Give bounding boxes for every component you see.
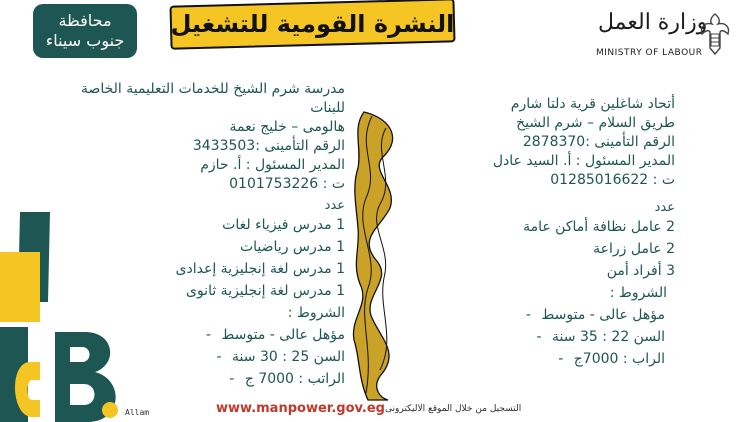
listing-village-union [425,95,675,370]
condition-item [425,304,675,326]
listing-school [80,80,345,390]
position-item: 1 مدرس لغة إنجليزية ثانوى [185,283,345,299]
bullet-dash-icon: - [205,327,211,343]
position-item: 2 عامل زراعة [593,241,675,257]
governorate-line2: جنوب سيناء [45,31,125,50]
designer-signature: Allam [125,408,150,417]
condition-item [80,324,345,346]
condition-text: الراتب : 7000 ج [244,371,345,387]
bullet-dash-icon: - [525,307,531,323]
position-item: 1 مدرس لغة إنجليزية إعدادى [175,261,345,277]
governorate-line1: محافظة [58,11,112,30]
bullet-dash-icon: - [558,351,564,367]
position-item: 2 عامل نظافة أماكن عامة [523,219,675,235]
position-item: 1 مدرس رياضيات [239,239,345,255]
ministry-logo [590,8,740,62]
condition-item [80,346,345,368]
condition-text: السن 25 : 30 سنة [232,349,345,365]
headline-title: النشرة القومية للتشغيل [170,10,455,38]
governorate-badge [33,4,137,58]
listing-insurance-number: الرقم التأمينى :3433503 [192,138,345,154]
condition-item [80,368,345,390]
registration-hint: التسجيل من خلال الموقع الاليكترونى [385,404,522,414]
conditions-label: الشروط : [609,285,667,301]
count-label: عدد [654,200,675,215]
conditions-label: الشروط : [287,305,345,321]
condition-text: السن 22 : 35 سنة [552,329,665,345]
listing-address: طريق السلام – شرم الشيخ [516,115,675,131]
listing-name: أتحاد شاغلين قرية دلتا شارم [510,96,675,112]
position-item: 1 مدرس فيزياء لغات [222,217,345,233]
bullet-dash-icon: - [229,371,235,387]
count-label: عدد [324,198,345,213]
bullet-dash-icon: - [536,329,542,345]
ministry-english-wordmark: MINISTRY OF LABOUR [596,48,703,58]
condition-text: مؤهل عالى - متوسط [221,327,345,343]
condition-text: الراب : 7000ج [573,351,665,367]
condition-item [425,326,675,348]
listing-manager: المدير المسئول : أ. حازم [200,157,345,173]
wavy-divider-graphic [350,108,410,403]
condition-item [425,348,675,370]
eagle-emblem-icon [698,12,732,56]
position-item: 3 أفراد أمن [606,263,675,279]
website-link[interactable]: www.manpower.gov.eg [216,401,385,416]
listing-insurance-number: الرقم التأمينى :2878370 [522,134,675,150]
bullet-dash-icon: - [216,349,222,365]
condition-text: مؤهل عالى - متوسط [541,307,665,323]
listing-phone: ت : 0101753226 [229,176,345,192]
listing-phone: ت : 01285016622 [550,172,675,188]
ministry-arabic-wordmark: وزارة العمل [598,10,708,35]
listing-manager: المدير المسئول : أ. السيد عادل [492,153,675,169]
listing-address: هالومى – خليج نعمة [229,119,345,135]
listing-name: مدرسة شرم الشيخ للخدمات التعليمية الخاصة للبنات [80,81,345,116]
